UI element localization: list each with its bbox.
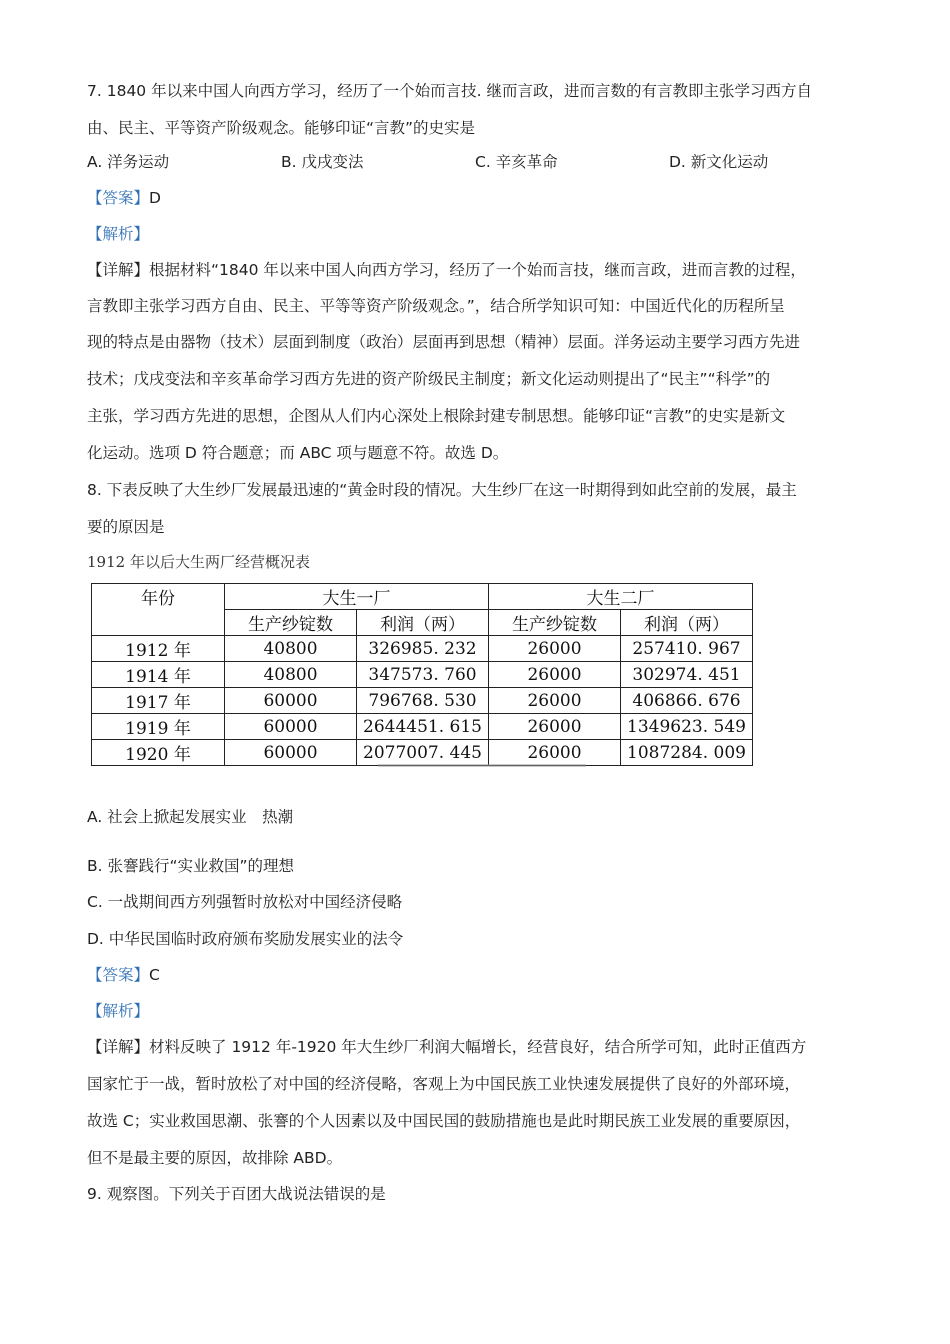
table-row [92, 636, 753, 662]
q8-detail-line-2: 国家忙于一战，暂时放松了对中国的经济侵略，客观上为中国民族工业快速发展提供了良好的外部环境， [87, 1075, 801, 1093]
row-profit-1: 347573. 760 [357, 662, 489, 688]
q8-detail-line-3: 故选 C；实业救国思潮、张謇的个人因素以及中国民国的鼓励措施也是此时期民族工业发展的重要原因， [87, 1112, 801, 1130]
table-row [92, 714, 753, 740]
q8-stem-line-1: 8. 下表反映了大生纱厂发展最迅速的“黄金时段的情况。大生纱厂在这一时期得到如此空前的发展，最主 [87, 481, 797, 499]
factory1-header: 大生一厂 [225, 584, 489, 610]
row-year: 1920 年 [92, 740, 225, 766]
row-spindles-2: 26000 [489, 636, 621, 662]
q8-detail-line-4: 但不是最主要的原因，故排除 ABD。 [87, 1149, 343, 1167]
detail-text: 材料反映了 1912 年-1920 年大生纱厂利润大幅增长，经营良好，结合所学可知，此时正值西方 [149, 1038, 807, 1056]
table-row [92, 662, 753, 688]
row-year: 1912 年 [92, 636, 225, 662]
q8-option-b: B. 张謇践行“实业救国”的理想 [87, 857, 295, 875]
answer-value: D [149, 189, 161, 207]
q9-stem-line-1: 9. 观察图。下列关于百团大战说法错误的是 [87, 1185, 386, 1203]
answer-tag: 【答案】 [87, 189, 150, 207]
q7-option-d: D. 新文化运动 [669, 153, 769, 171]
row-spindles-2: 26000 [489, 740, 621, 766]
row-profit-2: 302974. 451 [621, 662, 753, 688]
table-row [92, 688, 753, 714]
q8-analysis-tag: 【解析】 [87, 1002, 150, 1020]
row-profit-1: 2077007. 445 [357, 740, 489, 766]
factory2-header: 大生二厂 [489, 584, 753, 610]
row-year: 1914 年 [92, 662, 225, 688]
row-profit-1: 796768. 530 [357, 688, 489, 714]
q7-detail-line-1 [87, 259, 806, 281]
q7-answer [87, 187, 161, 209]
factory-table [91, 583, 753, 766]
sub-header-profit-1: 利润（两） [357, 610, 489, 636]
sub-header-spindles-2: 生产纱锭数 [489, 610, 621, 636]
row-profit-1: 2644451. 615 [357, 714, 489, 740]
sub-header-spindles-1: 生产纱锭数 [225, 610, 357, 636]
row-spindles-1: 60000 [225, 714, 357, 740]
row-spindles-1: 40800 [225, 636, 357, 662]
q8-option-c: C. 一战期间西方列强暂时放松对中国经济侵略 [87, 893, 403, 911]
table-caption: 1912 年以后大生两厂经营概况表 [87, 553, 310, 571]
q7-detail-line-2: 言教即主张学习西方自由、民主、平等等资产阶级观念。”，结合所学知识可知：中国近代化的历程所呈 [87, 297, 785, 315]
answer-value: C [149, 966, 160, 984]
row-spindles-2: 26000 [489, 714, 621, 740]
detail-tag: 【详解】 [87, 261, 150, 279]
q8-stem-line-2: 要的原因是 [87, 518, 165, 536]
q7-detail-line-3: 现的特点是由器物（技术）层面到制度（政治）层面再到思想（精神）层面。洋务运动主要学习西方先进 [87, 333, 801, 351]
table-row [92, 740, 753, 766]
row-profit-2: 1087284. 009 [621, 740, 753, 766]
q8-option-d: D. 中华民国临时政府颁布奖励发展实业的法令 [87, 930, 404, 948]
scan-artifact [378, 764, 586, 767]
row-spindles-1: 40800 [225, 662, 357, 688]
q7-stem-line-1: 7. 1840 年以来中国人向西方学习，经历了一个始而言技. 继而言政，进而言数的有言教即主张学习西方自 [87, 82, 812, 100]
detail-tag: 【详解】 [87, 1038, 150, 1056]
q8-answer [87, 964, 160, 986]
answer-tag: 【答案】 [87, 966, 150, 984]
q8-option-a: A. 社会上掀起发展实业 热潮 [87, 808, 294, 826]
row-spindles-2: 26000 [489, 688, 621, 714]
year-header: 年份 [92, 584, 225, 636]
q8-detail-line-1 [87, 1036, 806, 1058]
row-profit-2: 406866. 676 [621, 688, 753, 714]
sub-header-profit-2: 利润（两） [621, 610, 753, 636]
row-profit-2: 257410. 967 [621, 636, 753, 662]
row-spindles-2: 26000 [489, 662, 621, 688]
q7-detail-line-6: 化运动。选项 D 符合题意；而 ABC 项与题意不符。故选 D。 [87, 444, 509, 462]
row-year: 1917 年 [92, 688, 225, 714]
q7-detail-line-4: 技术；戊戌变法和辛亥革命学习西方先进的资产阶级民主制度；新文化运动则提出了“民主”“科学”的 [87, 370, 771, 388]
row-profit-1: 326985. 232 [357, 636, 489, 662]
row-spindles-1: 60000 [225, 740, 357, 766]
row-year: 1919 年 [92, 714, 225, 740]
row-profit-2: 1349623. 549 [621, 714, 753, 740]
q7-detail-line-5: 主张，学习西方先进的思想，企图从人们内心深处上根除封建专制思想。能够印证“言教”的史实是新文 [87, 407, 786, 425]
row-spindles-1: 60000 [225, 688, 357, 714]
q7-option-c: C. 辛亥革命 [475, 153, 558, 171]
q7-option-a: A. 洋务运动 [87, 153, 170, 171]
q7-analysis-tag: 【解析】 [87, 225, 150, 243]
q7-stem-line-2: 由、民主、平等资产阶级观念。能够印证“言教”的史实是 [87, 119, 476, 137]
q7-option-b: B. 戊戌变法 [281, 153, 364, 171]
detail-text: 根据材料“1840 年以来中国人向西方学习，经历了一个始而言技，继而言政，进而言教的过程， [149, 261, 806, 279]
